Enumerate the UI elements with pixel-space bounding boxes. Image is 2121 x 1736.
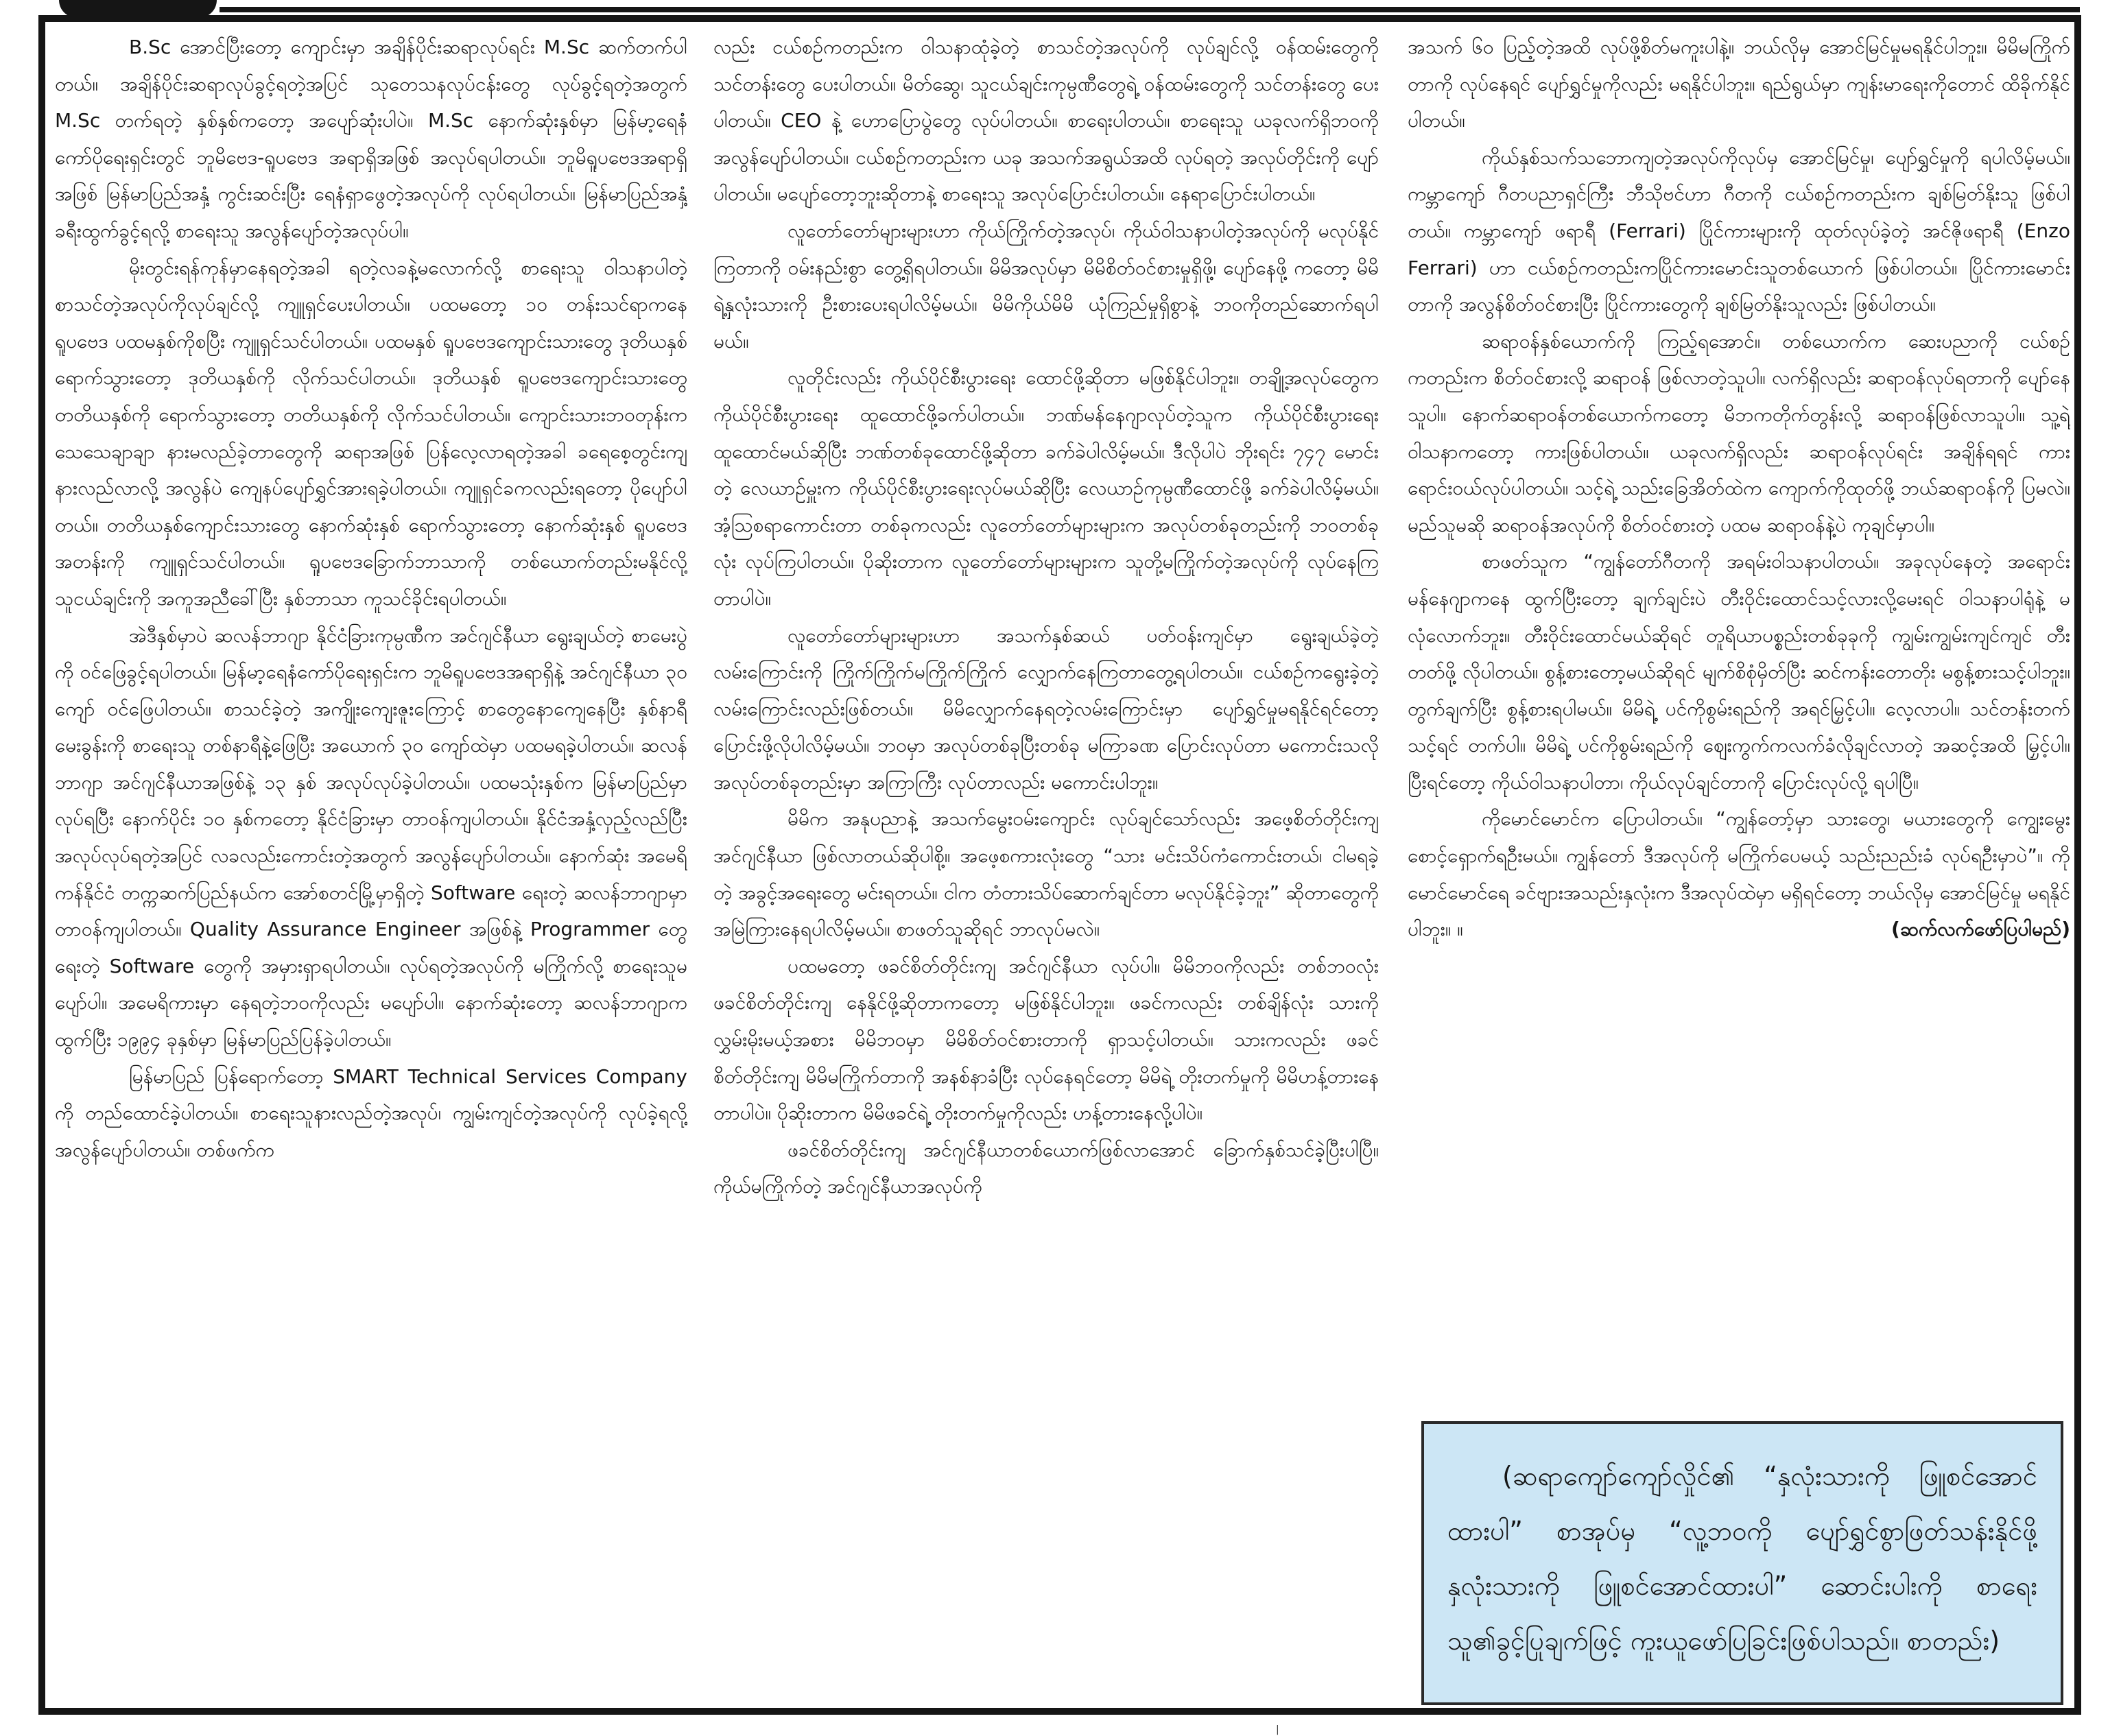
paragraph xyxy=(1408,800,2070,947)
continuation-note: (ဆက်လက်ဖော်ပြပါမည်) xyxy=(1891,918,2070,941)
paragraph: မိမိက အနုပညာနဲ့ အသက်မွေးဝမ်းကျောင်း လုပ်ချင်သော်လည်း အဖေ့စိတ်တိုင်းကျ အင်ဂျင်နီယာ ဖြစ်လာတယ်ဆိုပါစို့။ အဖေ့စကားလုံးတွေ “သား မင်းသိပ်ကံကောင်းတယ်၊ ငါမရခဲ့တဲ့ အခွင့်အရေးတွေ မင်းရတယ်။ ငါက တံတားသိပ်ဆောက်ချင်တာ မလုပ်နိုင်ခဲ့ဘူး” ဆိုတာတွေကို အမြဲကြားနေရပါလိမ့်မယ်။ စာဖတ်သူဆိုရင် ဘာလုပ်မလဲ။ xyxy=(713,807,1379,941)
paragraph: ဖခင်စိတ်တိုင်းကျ အင်ဂျင်နီယာတစ်ယောက်ဖြစ်လာအောင် ခြောက်နှစ်သင်ခဲ့ပြီးပါပြီ။ ကိုယ်မကြိုက်တဲ့ အင်ဂျင်နီယာအလုပ်ကို xyxy=(713,1138,1379,1198)
paragraph-text: ကိုမောင်မောင်က ပြောပါတယ်။ “ကျွန်တော့်မှာ သားတွေ၊ မယားတွေကို ကျွေးမွေးစောင့်ရှောက်ရဦးမယ်။ ကျွန်တော် ဒီအလုပ်ကို မကြိုက်ပေမယ့် သည်းညည်းခံ လုပ်ရဦးမှာပဲ”။ ကိုမောင်မောင်ရေ ခင်ဗျားအသည်းနှလုံးက ဒီအလုပ်ထဲမှာ မရှိရင်တော့ ဘယ်လိုမှ အောင်မြင်မှု မရနိုင်ပါဘူး။ ။ xyxy=(1408,807,2070,941)
paragraph: B.Sc အောင်ပြီးတော့ ကျောင်းမှာ အချိန်ပိုင်းဆရာလုပ်ရင်း M.Sc ဆက်တက်ပါတယ်။ အချိန်ပိုင်းဆရာလုပ်ခွင့်ရတဲ့အပြင် သုတေသနလုပ်ငန်းတွေ လုပ်ခွင့်ရတဲ့အတွက် M.Sc တက်ရတဲ့ နှစ်နှစ်ကတော့ အပျော်ဆုံးပါပဲ။ M.Sc နောက်ဆုံးနှစ်မှာ မြန်မာ့ရေနံကော်ပိုရေးရှင်းတွင် ဘူမိဗေဒ-ရူပဗေဒ အရာရှိအဖြစ် အလုပ်ရပါတယ်။ ဘူမိရူပဗေဒအရာရှိအဖြစ် မြန်မာပြည်အနှံ့ ကွင်းဆင်းပြီး ရေနံရှာဖွေတဲ့အလုပ်ကို လုပ်ရပါတယ်။ မြန်မာပြည်အနှံ့ ခရီးထွက်ခွင့်ရလို့ စာရေးသူ အလွန်ပျော်တဲ့အလုပ်ပါ။ xyxy=(55,36,687,242)
footer-mark: | xyxy=(1276,1724,1279,1735)
paragraph: မြန်မာပြည် ပြန်ရောက်တော့ SMART Technical Services Company ကို တည်ထောင်ခဲ့ပါတယ်။ စာရေးသူနားလည်တဲ့အလုပ်၊ ကျွမ်းကျင်တဲ့အလုပ်ကို လုပ်ခဲ့ရလို့ အလွန်ပျော်ပါတယ်။ တစ်ဖက်က xyxy=(55,1065,687,1161)
source-note-text: (ဆရာကျော်ကျော်လှိုင်၏ “နှလုံးသားကို ဖြူစင်အောင်ထားပါ” စာအုပ်မှ “လူ့ဘဝကို ပျော်ရွှင်စွာဖြတ်သန်းနိုင်ဖို့ နှလုံးသားကို ဖြူစင်အောင်ထားပါ” ဆောင်းပါးကို စာရေးသူ၏ခွင့်ပြုချက်ဖြင့် ကူးယူဖော်ပြခြင်းဖြစ်ပါသည်။ စာတည်း) xyxy=(1447,1461,2037,1656)
article-column-1 xyxy=(55,29,687,1716)
paragraph: စာဖတ်သူက “ကျွန်တော်ဂီတကို အရမ်းဝါသနာပါတယ်။ အခုလုပ်နေတဲ့ အရောင်းမန်နေဂျာကနေ ထွက်ပြီးတော့ ချက်ချင်းပဲ တီးဝိုင်းထောင်သင့်လားလို့မေးရင် ဝါသနာပါရုံနဲ့ မလုံလောက်ဘူး။ တီးဝိုင်းထောင်မယ်ဆိုရင် တူရိယာပစ္စည်းတစ်ခုခုကို ကျွမ်းကျွမ်းကျင်ကျင် တီးတတ်ဖို့ လိုပါတယ်။ စွန့်စားတော့မယ်ဆိုရင် မျက်စိစုံမှိတ်ပြီး ဆင်ကန်းတောတိုး မစွန့်စားသင့်ပါဘူး။ တွက်ချက်ပြီး စွန့်စားရပါမယ်။ မိမိရဲ့ ပင်ကိုစွမ်းရည်ကို အရင်မြှင့်ပါ။ လေ့လာပါ။ သင်တန်းတက်သင့်ရင် တက်ပါ။ မိမိရဲ့ ပင်ကိုစွမ်းရည်ကို ဈေးကွက်ကလက်ခံလိုချင်လာတဲ့ အဆင့်အထိ မြှင့်ပါ။ ပြီးရင်တော့ ကိုယ်ဝါသနာပါတာ၊ ကိုယ်လုပ်ချင်တာကို ပြောင်းလုပ်လို့ ရပါပြီ။ xyxy=(1408,550,2070,794)
paragraph: ဆရာဝန်နှစ်ယောက်ကို ကြည့်ရအောင်။ တစ်ယောက်က ဆေးပညာကို ငယ်စဉ်ကတည်းက စိတ်ဝင်စားလို့ ဆရာဝန် ဖြစ်လာတဲ့သူပါ။ လက်ရှိလည်း ဆရာဝန်လုပ်ရတာကို ပျော်နေသူပါ။ နောက်ဆရာဝန်တစ်ယောက်ကတော့ မိဘကတိုက်တွန်းလို့ ဆရာဝန်ဖြစ်လာသူပါ။ သူ့ရဲ့ဝါသနာကတော့ ကားဖြစ်ပါတယ်။ ယခုလက်ရှိလည်း ဆရာဝန်လုပ်ရင်း အချိန်ရရင် ကားရောင်းဝယ်လုပ်ပါတယ်။ သင့်ရဲ့ သည်းခြေအိတ်ထဲက ကျောက်ကိုထုတ်ဖို့ ဘယ်ဆရာဝန်ကို ပြမလဲ။ မည်သူမဆို ဆရာဝန်အလုပ်ကို စိတ်ဝင်စားတဲ့ ပထမ ဆရာဝန်နဲ့ပဲ ကုချင်မှာပါ။ xyxy=(1408,329,2070,536)
paragraph: လူတော်တော်များများဟာ ကိုယ်ကြိုက်တဲ့အလုပ်၊ ကိုယ်ဝါသနာပါတဲ့အလုပ်ကို မလုပ်နိုင်ကြတာကို ဝမ်းနည်းစွာ တွေ့ရှိရပါတယ်။ မိမိအလုပ်မှာ မိမိစိတ်ဝင်စားမှုရှိဖို့၊ ပျော်နေဖို့ ကတော့ မိမိရဲ့နှလုံးသားကို ဦးစားပေးရပါလိမ့်မယ်။ မိမိကိုယ်မိမိ ယုံကြည်မှုရှိစွာနဲ့ ဘဝကိုတည်ဆောက်ရပါမယ်။ xyxy=(713,219,1379,353)
paragraph: လူတော်တော်များများဟာ အသက်နှစ်ဆယ် ပတ်ဝန်းကျင်မှာ ရွေးချယ်ခဲ့တဲ့ လမ်းကြောင်းကို ကြိုက်ကြိုက်မကြိုက်ကြိုက် လျှောက်နေကြတာတွေ့ရပါတယ်။ ငယ်စဉ်ကရွေးခဲ့တဲ့ လမ်းကြောင်းလည်းဖြစ်တယ်။ မိမိလျှောက်နေရတဲ့လမ်းကြောင်းမှာ ပျော်ရွှင်မှုမရနိုင်ရင်တော့ ပြောင်းဖို့လိုပါလိမ့်မယ်။ ဘဝမှာ အလုပ်တစ်ခုပြီးတစ်ခု မကြာခဏ ပြောင်းလုပ်တာ မကောင်းသလို အလုပ်တစ်ခုတည်းမှာ အကြာကြီး လုပ်တာလည်း မကောင်းပါဘူး။ xyxy=(713,623,1379,794)
article-column-2 xyxy=(713,29,1379,1716)
paragraph: ကိုယ်နှစ်သက်သဘောကျတဲ့အလုပ်ကိုလုပ်မှ အောင်မြင်မှု၊ ပျော်ရွှင်မှုကို ရပါလိမ့်မယ်။ ကမ္ဘာကျော် ဂီတပညာရှင်ကြီး ဘီသိုဗင်ဟာ ဂီတကို ငယ်စဉ်ကတည်းက ချစ်မြတ်နိုးသူ ဖြစ်ပါတယ်။ ကမ္ဘာကျော် ဖရာရီ (Ferrari) ပြိုင်ကားများကို ထုတ်လုပ်ခဲ့တဲ့ အင်ဇိုဖရာရီ (Enzo Ferrari) ဟာ ငယ်စဉ်ကတည်းကပြိုင်ကားမောင်းသူတစ်ယောက် ဖြစ်ပါတယ်။ ပြိုင်ကားမောင်းတာကို အလွန်စိတ်ဝင်စားပြီး ပြိုင်ကားတွေကို ချစ်မြတ်နိုးသူလည်း ဖြစ်ပါတယ်။ xyxy=(1408,145,2070,316)
paragraph-continued: အသက် ၆၀ ပြည့်တဲ့အထိ လုပ်ဖို့စိတ်မကူးပါနဲ့။ ဘယ်လိုမှ အောင်မြင်မှုမရနိုင်ပါဘူး။ မိမိမကြိုက်တာကို လုပ်နေရင် ပျော်ရွှင်မှုကိုလည်း မရနိုင်ပါဘူး။ ရည်ရွယ်မှာ ကျန်းမာရေးကိုတောင် ထိခိုက်နိုင်ပါတယ်။ xyxy=(1408,36,2070,132)
paragraph: မိုးတွင်းရန်ကုန်မှာနေရတဲ့အခါ ရတဲ့လခနဲ့မလောက်လို့ စာရေးသူ ဝါသနာပါတဲ့ စာသင်တဲ့အလုပ်ကိုလုပ်ချင်လို့ ကျူရှင်ပေးပါတယ်။ ပထမတော့ ၁၀ တန်းသင်ရာကနေ ရူပဗေဒ ပထမနှစ်ကိုစပြီး ကျူရှင်သင်ပါတယ်။ ပထမနှစ် ရူပဗေဒကျောင်းသားတွေ ဒုတိယနှစ်ရောက်သွားတော့ ဒုတိယနှစ်ကို လိုက်သင်ပါတယ်။ ဒုတိယနှစ် ရူပဗေဒကျောင်းသားတွေ တတိယနှစ်ကို ရောက်သွားတော့ တတိယနှစ်ကို လိုက်သင်ပါတယ်။ ကျောင်းသားဘဝတုန်းက သေသေချာချာ နားမလည်ခဲ့တာတွေကို ဆရာအဖြစ် ပြန်လေ့လာရတဲ့အခါ ခရေစေ့တွင်းကျ နားလည်လာလို့ အလွန်ပဲ ကျေနပ်ပျော်ရွှင်အားရခဲ့ပါတယ်။ ကျူရှင်ခကလည်းရတော့ ပိုပျော်ပါတယ်။ တတိယနှစ်ကျောင်းသားတွေ နောက်ဆုံးနှစ် ရောက်သွားတော့ နောက်ဆုံးနှစ် ရူပဗေဒအတန်းကို ကျူရှင်သင်ပါတယ်။ ရူပဗေဒခြောက်ဘာသာကို တစ်ယောက်တည်းမနိုင်လို့ သူငယ်ချင်းကို အကူအညီခေါ်ပြီး နှစ်ဘာသာ ကူသင်ခိုင်းရပါတယ်။ xyxy=(55,256,687,610)
paragraph: လူတိုင်းလည်း ကိုယ်ပိုင်စီးပွားရေး ထောင်ဖို့ဆိုတာ မဖြစ်နိုင်ပါဘူး။ တချို့အလုပ်တွေက ကိုယ်ပိုင်စီးပွားရေး ထူထောင်ဖို့ခက်ပါတယ်။ ဘဏ်မန်နေဂျာလုပ်တဲ့သူက ကိုယ်ပိုင်စီးပွားရေး ထူထောင်မယ်ဆိုပြီး ဘဏ်တစ်ခုထောင်ဖို့ဆိုတာ ခက်ခဲပါလိမ့်မယ်။ ဒီလိုပါပဲ ဘိုးရင်း ၇၄၇ မောင်းတဲ့ လေယာဉ်မှူးက ကိုယ်ပိုင်စီးပွားရေးလုပ်မယ်ဆိုပြီး လေယာဉ်ကုမ္ပဏီထောင်ဖို့ ခက်ခဲပါလိမ့်မယ်။ အံ့သြစရာကောင်းတာ တစ်ခုကလည်း လူတော်တော်များများက အလုပ်တစ်ခုတည်းကို ဘဝတစ်ခုလုံး လုပ်ကြပါတယ်။ ပိုဆိုးတာက လူတော်တော်များများက သူတို့မကြိုက်တဲ့အလုပ်ကို လုပ်နေကြတာပါပဲ။ xyxy=(713,366,1379,610)
source-note-callout xyxy=(1421,1421,2063,1705)
article-column-3 xyxy=(1408,29,2070,1414)
paragraph: အဲဒီနှစ်မှာပဲ ဆလန်ဘာဂျာ နိုင်ငံခြားကုမ္ပဏီက အင်ဂျင်နီယာ ရွေးချယ်တဲ့ စာမေးပွဲကို ဝင်ဖြေခွင့်ရပါတယ်။ မြန်မာ့ရေနံကော်ပိုရေးရှင်းက ဘူမိရူပဗေဒအရာရှိနဲ့ အင်ဂျင်နီယာ ၃၀ ကျော် ဝင်ဖြေပါတယ်။ စာသင်ခဲ့တဲ့ အကျိုးကျေးဇူးကြောင့် စာတွေနောကျေနေပြီး နှစ်နာရီမေးခွန်းကို စာရေးသူ တစ်နာရီနဲ့ဖြေပြီး အယောက် ၃၀ ကျော်ထဲမှာ ပထမရခဲ့ပါတယ်။ ဆလန်ဘာဂျာ အင်ဂျင်နီယာအဖြစ်နဲ့ ၁၃ နှစ် အလုပ်လုပ်ခဲ့ပါတယ်။ ပထမသုံးနှစ်က မြန်မာပြည်မှာ လုပ်ရပြီး နောက်ပိုင်း ၁၀ နှစ်ကတော့ နိုင်ငံခြားမှာ တာဝန်ကျပါတယ်။ နိုင်ငံအနှံ့လှည့်လည်ပြီး အလုပ်လုပ်ရတဲ့အပြင် လခလည်းကောင်းတဲ့အတွက် အလွန်ပျော်ပါတယ်။ နောက်ဆုံး အမေရိကန်နိုင်ငံ တက္ကဆက်ပြည်နယ်က အော်စတင်မြို့မှာရှိတဲ့ Software ရေးတဲ့ ဆလန်ဘာဂျာမှာ တာဝန်ကျပါတယ်။ Quality Assurance Engineer အဖြစ်နဲ့ Programmer တွေရေးတဲ့ Software တွေကို အမှားရှာရပါတယ်။ လုပ်ရတဲ့အလုပ်ကို မကြိုက်လို့ စာရေးသူမပျော်ပါ။ အမေရိကားမှာ နေရတဲ့ဘဝကိုလည်း မပျော်ပါ။ နောက်ဆုံးတော့ ဆလန်ဘာဂျာကထွက်ပြီး ၁၉၉၄ ခုနှစ်မှာ မြန်မာပြည်ပြန်ခဲ့ပါတယ်။ xyxy=(55,623,687,1051)
paragraph-continued: လည်း ငယ်စဉ်ကတည်းက ဝါသနာထုံခဲ့တဲ့ စာသင်တဲ့အလုပ်ကို လုပ်ချင်လို့ ဝန်ထမ်းတွေကို သင်တန်းတွေ ပေးပါတယ်။ မိတ်ဆွေ၊ သူငယ်ချင်းကုမ္ပဏီတွေရဲ့ ဝန်ထမ်းတွေကို သင်တန်းတွေ ပေးပါတယ်။ CEO နဲ့ ဟောပြောပွဲတွေ လုပ်ပါတယ်။ စာရေးပါတယ်။ စာရေးသူ ယခုလက်ရှိဘဝကို အလွန်ပျော်ပါတယ်။ ငယ်စဉ်ကတည်းက ယခု အသက်အရွယ်အထိ လုပ်ရတဲ့ အလုပ်တိုင်းကို ပျော်ပါတယ်။ မပျော်တော့ဘူးဆိုတာနဲ့ စာရေးသူ အလုပ်ပြောင်းပါတယ်။ နေရာပြောင်းပါတယ်။ xyxy=(713,36,1379,206)
paragraph: ပထမတော့ ဖခင်စိတ်တိုင်းကျ အင်ဂျင်နီယာ လုပ်ပါ။ မိမိဘဝကိုလည်း တစ်ဘဝလုံး ဖခင်စိတ်တိုင်းကျ နေနိုင်ဖို့ဆိုတာကတော့ မဖြစ်နိုင်ပါဘူး။ ဖခင်ကလည်း တစ်ချိန်လုံး သားကို လွှမ်းမိုးမယ့်အစား မိမိဘဝမှာ မိမိစိတ်ဝင်စားတာကို ရှာသင့်ပါတယ်။ သားကလည်း ဖခင်စိတ်တိုင်းကျ မိမိမကြိုက်တာကို အနစ်နာခံပြီး လုပ်နေရင်တော့ မိမိရဲ့ တိုးတက်မှုကို မိမိဟန့်တားနေတာပါပဲ။ ပိုဆိုးတာက မိမိဖခင်ရဲ့ တိုးတက်မှုကိုလည်း ဟန့်တားနေလို့ပါပဲ။ xyxy=(713,954,1379,1125)
header-rule xyxy=(220,7,2080,12)
